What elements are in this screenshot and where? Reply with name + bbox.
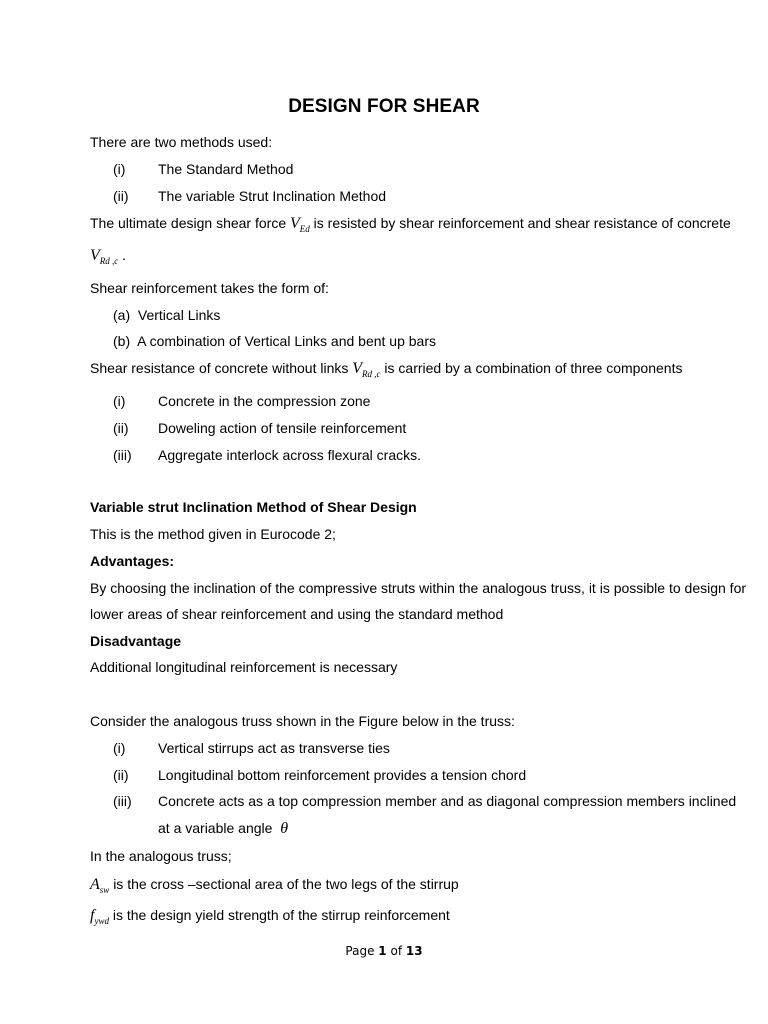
v-rdc-end: . — [122, 247, 127, 263]
shear-force-after: is resisted by shear reinforcement and shear resistance of concrete — [313, 215, 731, 231]
truss-item-3-number: (iii) — [113, 793, 132, 809]
asw-subscript: sw — [99, 885, 110, 895]
truss-item-2-text: Longitudinal bottom reinforcement provides a tension chord — [158, 767, 527, 783]
analogous-intro: In the analogous truss; — [90, 848, 232, 864]
intro-text: There are two methods used: — [90, 134, 273, 150]
v-ed-subscript: Ed — [299, 224, 310, 234]
reinf-form-b-text: A combination of Vertical Links and bent up bars — [137, 333, 436, 349]
method-1-text: The Standard Method — [158, 161, 294, 177]
vsi-intro: This is the method given in Eurocode 2; — [90, 526, 336, 542]
advantages-line-1: By choosing the inclination of the compressive struts within the analogous truss, it is possible to design for — [90, 580, 747, 596]
page-title: DESIGN FOR SHEAR — [288, 96, 480, 117]
concrete-resist-after: is carried by a combination of three components — [384, 360, 683, 376]
asw-definition — [90, 875, 459, 895]
v-ed-symbol: V — [290, 215, 300, 232]
variable-angle-text: at a variable angle — [158, 820, 273, 836]
concrete-resist-sentence — [90, 359, 682, 379]
component-3-text: Aggregate interlock across flexural cracks. — [158, 447, 421, 463]
fywd-text: is the design yield strength of the stirrup reinforcement — [112, 907, 450, 923]
fywd-subscript: ywd — [94, 916, 109, 926]
footer-of-word: of — [390, 944, 403, 958]
reinf-form-b-number: (b) — [113, 333, 131, 349]
asw-text: is the cross –sectional area of the two legs of the stirrup — [113, 876, 459, 892]
component-3-number: (iii) — [113, 447, 132, 463]
advantages-line-2: lower areas of shear reinforcement and using the standard method — [90, 606, 504, 622]
method-2-text: The variable Strut Inclination Method — [158, 188, 387, 204]
truss-item-3-text: Concrete acts as a top compression member and as diagonal compression members inclined — [158, 793, 737, 809]
page-footer — [0, 943, 768, 959]
reinf-form-a — [113, 306, 220, 324]
vsi-heading: Variable strut Inclination Method of Shear Design — [90, 499, 417, 515]
reinf-form-a-number: (a) — [113, 307, 131, 323]
footer-page-word: Page — [345, 944, 375, 958]
component-1-number: (i) — [113, 393, 126, 409]
asw-symbol: A — [90, 876, 100, 893]
truss-item-3-continuation — [158, 819, 288, 838]
reinf-form-b — [113, 332, 436, 350]
truss-item-1-number: (i) — [113, 740, 126, 756]
fywd-symbol: f — [90, 907, 95, 924]
truss-item-1-text: Vertical stirrups act as transverse ties — [158, 740, 390, 756]
disadvantage-heading: Disadvantage — [90, 633, 182, 649]
shear-force-before: The ultimate design shear force — [90, 215, 287, 231]
disadvantage-text: Additional longitudinal reinforcement is necessary — [90, 659, 398, 675]
v-rdc-subscript: Rd ,c — [99, 256, 119, 266]
reinf-form-a-text: Vertical Links — [137, 307, 221, 323]
reinf-intro: Shear reinforcement takes the form of: — [90, 280, 329, 296]
fywd-definition — [90, 906, 450, 926]
advantages-heading: Advantages: — [90, 553, 175, 569]
component-1-text: Concrete in the compression zone — [158, 393, 371, 409]
concrete-resist-before: Shear resistance of concrete without links — [90, 360, 349, 376]
method-1-number: (i) — [113, 161, 126, 177]
shear-force-sentence — [90, 214, 731, 234]
truss-item-2-number: (ii) — [113, 767, 129, 783]
theta-symbol: θ — [280, 820, 289, 837]
concrete-resist-symbol: V — [352, 360, 363, 377]
v-rdc-line — [90, 246, 126, 266]
method-2-number: (ii) — [113, 188, 129, 204]
concrete-resist-subscript: Rd ,c — [362, 369, 381, 379]
component-2-number: (ii) — [113, 420, 129, 436]
footer-total-pages: 13 — [405, 944, 423, 958]
v-rdc-symbol: V — [90, 247, 100, 264]
truss-intro: Consider the analogous truss shown in the Figure below in the truss: — [90, 713, 515, 729]
footer-current-page: 1 — [378, 944, 387, 958]
component-2-text: Doweling action of tensile reinforcement — [158, 420, 407, 436]
